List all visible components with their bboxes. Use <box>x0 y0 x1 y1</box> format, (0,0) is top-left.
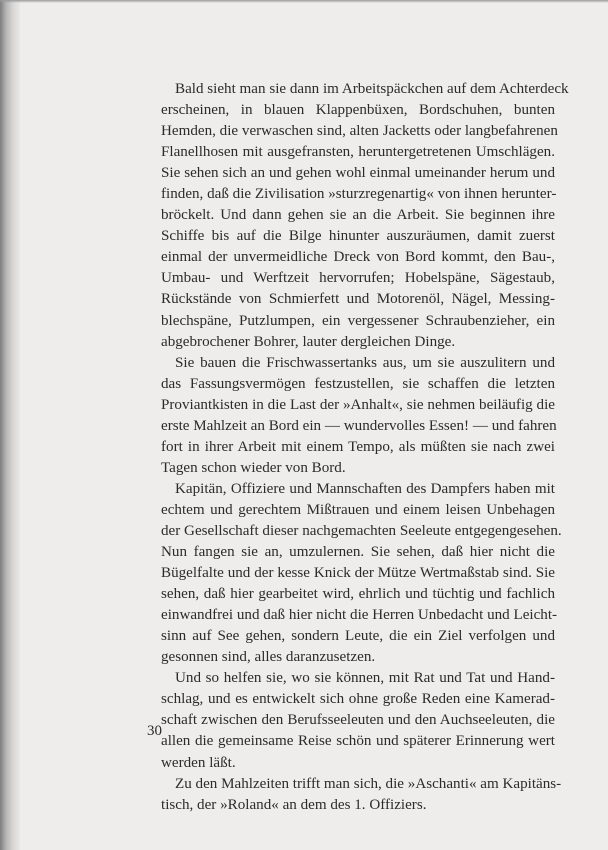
text-line: sehen, daß hier gearbeitet wird, ehrlich und tüchtig und fachlich <box>161 586 555 603</box>
text-line: Sie sehen sich an und gehen wohl einmal umeinander herum und <box>161 165 555 182</box>
text-line: erscheinen, in blauen Klappenbüxen, Bordschuhen, bunten <box>161 102 555 119</box>
text-line: erste Mahlzeit an Bord ein — wundervolles Essen! — und fahren <box>161 417 557 434</box>
text-line: gesonnen sind, alles daranzusetzen. <box>161 649 376 666</box>
paragraph-1 <box>147 79 569 353</box>
text-line: echtem und gerechtem Mißtrauen und einem leisen Unbehagen <box>161 501 555 518</box>
text-line: Nun fangen sie an, umzulernen. Sie sehen, daß hier nicht die <box>161 544 555 561</box>
text-line: Flanellhosen mit ausgefransten, heruntergetretenen Umschlägen. <box>161 144 555 161</box>
text-line: tisch, der »Roland« an dem des 1. Offiziers. <box>161 796 427 813</box>
text-line: einwandfrei und daß hier nicht die Herren Unbedacht und Leicht- <box>161 607 558 624</box>
text-line: Bald sieht man sie dann im Arbeitspäckchen auf dem Achterdeck <box>175 81 569 97</box>
book-gutter-shadow <box>0 0 20 850</box>
paragraph-2 <box>147 353 555 479</box>
text-line: Kapitän, Offiziere und Mannschaften des Dampfers haben mit <box>175 480 555 497</box>
paragraph-3 <box>147 479 562 668</box>
page-number: 30 <box>147 723 162 739</box>
text-line: Schiffe bis auf die Bilge hinunter auszuräumen, damit zuerst <box>161 228 555 245</box>
text-line: blechspäne, Putzlumpen, ein vergessener Schraubenzieher, ein <box>161 312 555 329</box>
text-line: allen die gemeinsame Reise schön und späterer Erinnerung wert <box>161 733 555 750</box>
text-line: Bügelfalte und der kesse Knick der Mütze Wertmaßstab sind. Sie <box>161 565 555 582</box>
text-line: schlag, und es entwickelt sich ohne große Reden eine Kamerad- <box>161 691 555 708</box>
text-line: Umbau- und Werftzeit hervorrufen; Hobelspäne, Sägestaub, <box>161 270 555 287</box>
text-line: Zu den Mahlzeiten trifft man sich, die »Aschanti« am Kapitäns- <box>175 775 562 792</box>
text-line: einmal der unvermeidliche Dreck von Bord kommt, den Bau-, <box>161 249 555 266</box>
text-line: finden, daß die Zivilisation »sturzregenartig« von ihnen herunter- <box>161 186 557 203</box>
text-line: fort in ihrer Arbeit mit einem Tempo, als müßten sie nach zwei <box>161 438 555 455</box>
paragraph-5 <box>147 774 562 816</box>
text-line: Proviantkisten in die Last der »Anhalt«, sie nehmen beiläufig die <box>161 396 555 413</box>
text-line: bröckelt. Und dann gehen sie an die Arbeit. Sie beginnen ihre <box>161 207 555 224</box>
text-line: Rückstände von Schmierfett und Motorenöl, Nägel, Messing- <box>161 291 555 308</box>
text-line: abgebrochener Bohrer, lauter dergleichen Dinge. <box>161 333 456 350</box>
text-line: Und so helfen sie, wo sie können, mit Rat und Tat und Hand- <box>175 670 555 687</box>
text-line: Hemden, die verwaschen sind, alten Jacketts oder langbefahrenen <box>161 123 558 140</box>
text-line: sinn auf See gehen, sondern Leute, die ein Ziel verfolgen und <box>161 628 555 645</box>
text-line: Tagen schon wieder von Bord. <box>161 459 346 476</box>
text-line: das Fassungsvermögen festzustellen, sie schaffen die letzten <box>161 375 555 392</box>
text-line: werden läßt. <box>161 754 236 771</box>
page-body-text <box>147 79 569 816</box>
text-line: Sie bauen die Frischwassertanks aus, um sie auszulitern und <box>175 354 555 371</box>
paragraph-4 <box>147 668 555 773</box>
page-top-edge <box>0 0 608 3</box>
text-line: der Gesellschaft dieser nachgemachten Seeleute entgegengesehen. <box>161 522 562 539</box>
text-line: schaft zwischen den Berufsseeleuten und den Auchseeleuten, die <box>161 712 555 729</box>
